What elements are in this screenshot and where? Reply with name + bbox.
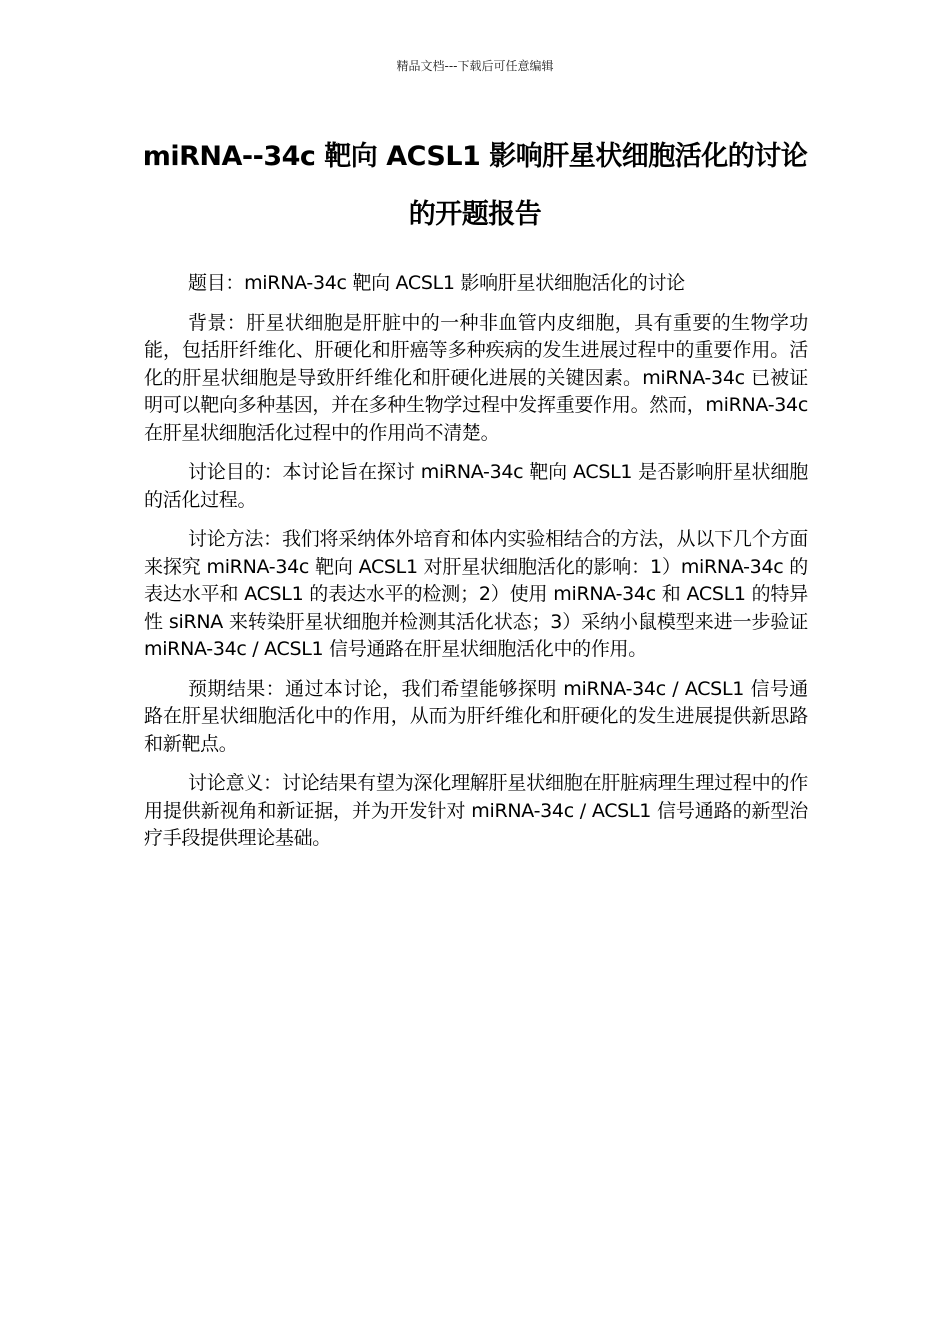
paragraph-significance: 讨论意义：讨论结果有望为深化理解肝星状细胞在肝脏病理生理过程中的作用提供新视角和新证据，并为开发针对 miRNA-34c / ACSL1 信号通路的新型治疗手段提供理论基础。 (144, 772, 808, 849)
paragraph-topic: 题目：miRNA-34c 靶向 ACSL1 影响肝星状细胞活化的讨论 (188, 272, 685, 294)
document-body (144, 270, 808, 865)
document-title: miRNA--34c 靶向 ACSL1 影响肝星状细胞活化的讨论的开题报告 (142, 141, 808, 230)
paragraph-purpose: 讨论目的：本讨论旨在探讨 miRNA-34c 靶向 ACSL1 是否影响肝星状细胞的活化过程。 (144, 461, 808, 511)
paragraph-methods: 讨论方法：我们将采纳体外培育和体内实验相结合的方法，从以下几个方面来探究 miRNA-34c 靶向 ACSL1 对肝星状细胞活化的影响：1）miRNA-34c 的表达水平和 ACSL1 的表达水平的检测；2）使用 miRNA-34c 和 ACSL1 的特异性 siRNA 来转染肝星状细胞并检测其活化状态；3）采纳小鼠模型来进一步验证 miRNA-34c / ACSL1 信号通路在肝星状细胞活化中的作用。 (144, 528, 808, 660)
paragraph-expected-results: 预期结果：通过本讨论，我们希望能够探明 miRNA-34c / ACSL1 信号通路在肝星状细胞活化中的作用，从而为肝纤维化和肝硬化的发生进展提供新思路和新靶点。 (144, 677, 808, 755)
paragraph-background: 背景：肝星状细胞是肝脏中的一种非血管内皮细胞，具有重要的生物学功能，包括肝纤维化、肝硬化和肝癌等多种疾病的发生进展过程中的重要作用。活化的肝星状细胞是导致肝纤维化和肝硬化进展的关键因素。miRNA-34c 已被证明可以靶向多种基因，并在多种生物学过程中发挥重要作用。然而，miRNA-34c 在肝星状细胞活化过程中的作用尚不清楚。 (144, 311, 808, 444)
page-header-note: 精品文档---下载后可任意编辑 (396, 59, 554, 73)
